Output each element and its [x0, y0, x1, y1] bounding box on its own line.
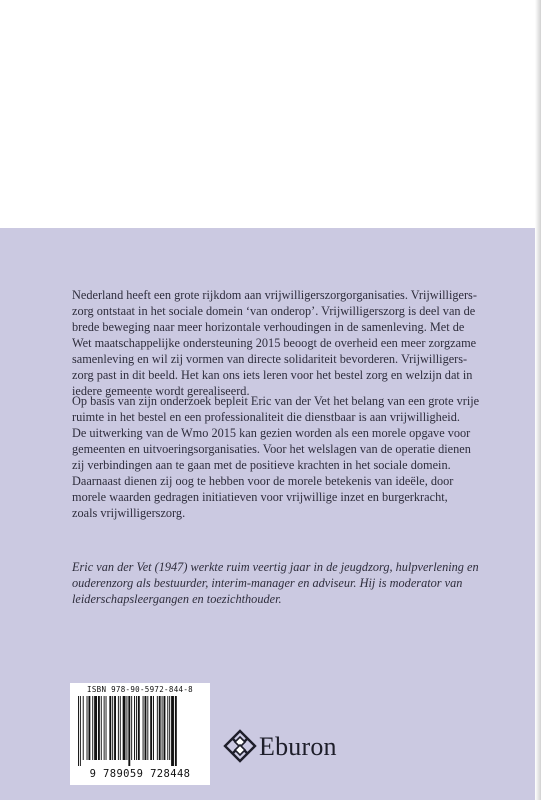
blurb-paragraph-1 — [72, 287, 477, 399]
barcode-bar — [114, 696, 116, 760]
barcode-bar — [167, 696, 168, 760]
text-line: zorg past in dit beeld. Het kan ons iets leren voor het bestel zorg en welzijn dat in — [72, 368, 473, 382]
barcode-bar — [87, 696, 88, 760]
barcode-bar — [104, 696, 105, 760]
text-line: ruimte in het bestel en een professionaliteit die dienstbaar is aan vrijwilligheid. — [72, 410, 460, 424]
text-line: De uitwerking van de Wmo 2015 kan gezien worden als een morele opgave voor — [72, 426, 471, 440]
blurb-paragraph-2 — [72, 393, 480, 521]
barcode-bar — [159, 696, 161, 760]
barcode-bar — [112, 696, 113, 760]
barcode-bar — [94, 696, 97, 760]
text-line: ouderenzorg als bestuurder, interim-manager en adviseur. Hij is moderator van — [72, 576, 463, 590]
barcode-bar — [164, 696, 166, 760]
barcode-bar — [109, 696, 111, 760]
text-line: zij verbindingen aan te gaan met de positieve krachten in het sociale domein. — [72, 458, 451, 472]
publisher-logo — [223, 726, 363, 770]
top-white-area — [0, 0, 541, 228]
text-line: zorg ontstaat in het sociale domein ‘van onderop’. Vrijwilligerszorg is deel van de — [72, 304, 476, 318]
barcode-bar — [175, 696, 177, 766]
text-line: Nederland heeft een grote rijkdom aan vrijwilligerszorgorganisaties. Vrijwilligers- — [72, 288, 477, 302]
barcode-bar — [169, 696, 170, 760]
spine-shadow — [535, 0, 541, 800]
barcode-bar — [118, 696, 119, 760]
barcode-bar — [88, 696, 90, 760]
barcode-bar — [147, 696, 148, 760]
barcode-bars — [78, 696, 204, 766]
isbn-label: ISBN 978-90-5972-844-8 — [87, 685, 193, 694]
text-line: leiderschapsleergangen en toezichthouder. — [72, 592, 282, 606]
barcode-bar — [138, 696, 140, 760]
text-line: Eric van der Vet (1947) werkte ruim veertig jaar in de jeugdzorg, hulpverlening en — [72, 560, 479, 574]
publisher-name: Eburon — [259, 732, 337, 761]
barcode-bar — [120, 696, 121, 760]
barcode-bar — [92, 696, 93, 760]
text-line: samenleving en wil zij vormen van directe solidariteit bevorderen. Vrijwilligers- — [72, 352, 468, 366]
barcode-bar — [101, 696, 102, 760]
barcode-bar — [171, 696, 174, 766]
barcode-bar — [143, 696, 144, 760]
text-line: zoals vrijwilligerszorg. — [72, 506, 186, 520]
barcode-bar — [83, 696, 84, 760]
text-line: Wet maatschappelijke ondersteuning 2015 beoogt de overheid een meer zorgzame — [72, 336, 477, 350]
barcode-bar — [153, 696, 154, 760]
barcode-bar — [106, 696, 107, 760]
text-line: Daarnaast dienen zij oog te hebben voor de morele betekenis van ideële, door — [72, 474, 454, 488]
barcode-bar — [123, 696, 126, 760]
barcode-bar — [150, 696, 152, 760]
barcode-bar — [131, 696, 132, 760]
barcode-bar — [78, 696, 79, 766]
text-line: iedere gemeente wordt gerealiseerd. — [72, 384, 250, 398]
barcode-bar — [128, 696, 130, 766]
barcode-bar — [145, 696, 147, 760]
barcode-bar — [162, 696, 163, 760]
text-line: gemeenten en uitvoeringsorganisaties. Voor het welslagen van de operatie dienen — [72, 442, 471, 456]
text-line: morele waarden gedragen initiatieven voor vrijwillige inzet en burgerkracht, — [72, 490, 448, 504]
barcode-bar — [98, 696, 100, 760]
barcode-digits: 9 789059 728448 — [89, 768, 191, 780]
isbn-barcode — [70, 683, 210, 785]
text-line: brede beweging naar meer horizontale verhoudingen in de samenleving. Met de — [72, 320, 465, 334]
barcode-bar — [136, 696, 137, 760]
barcode-bar — [157, 696, 158, 760]
author-bio — [72, 559, 479, 607]
eburon-logo-icon — [223, 729, 257, 763]
barcode-bar — [126, 696, 127, 760]
barcode-bar — [80, 696, 81, 766]
text-line: Op basis van zijn onderzoek bepleit Eric van der Vet het belang van een grote vrije — [72, 394, 480, 408]
barcode-bar — [134, 696, 135, 760]
